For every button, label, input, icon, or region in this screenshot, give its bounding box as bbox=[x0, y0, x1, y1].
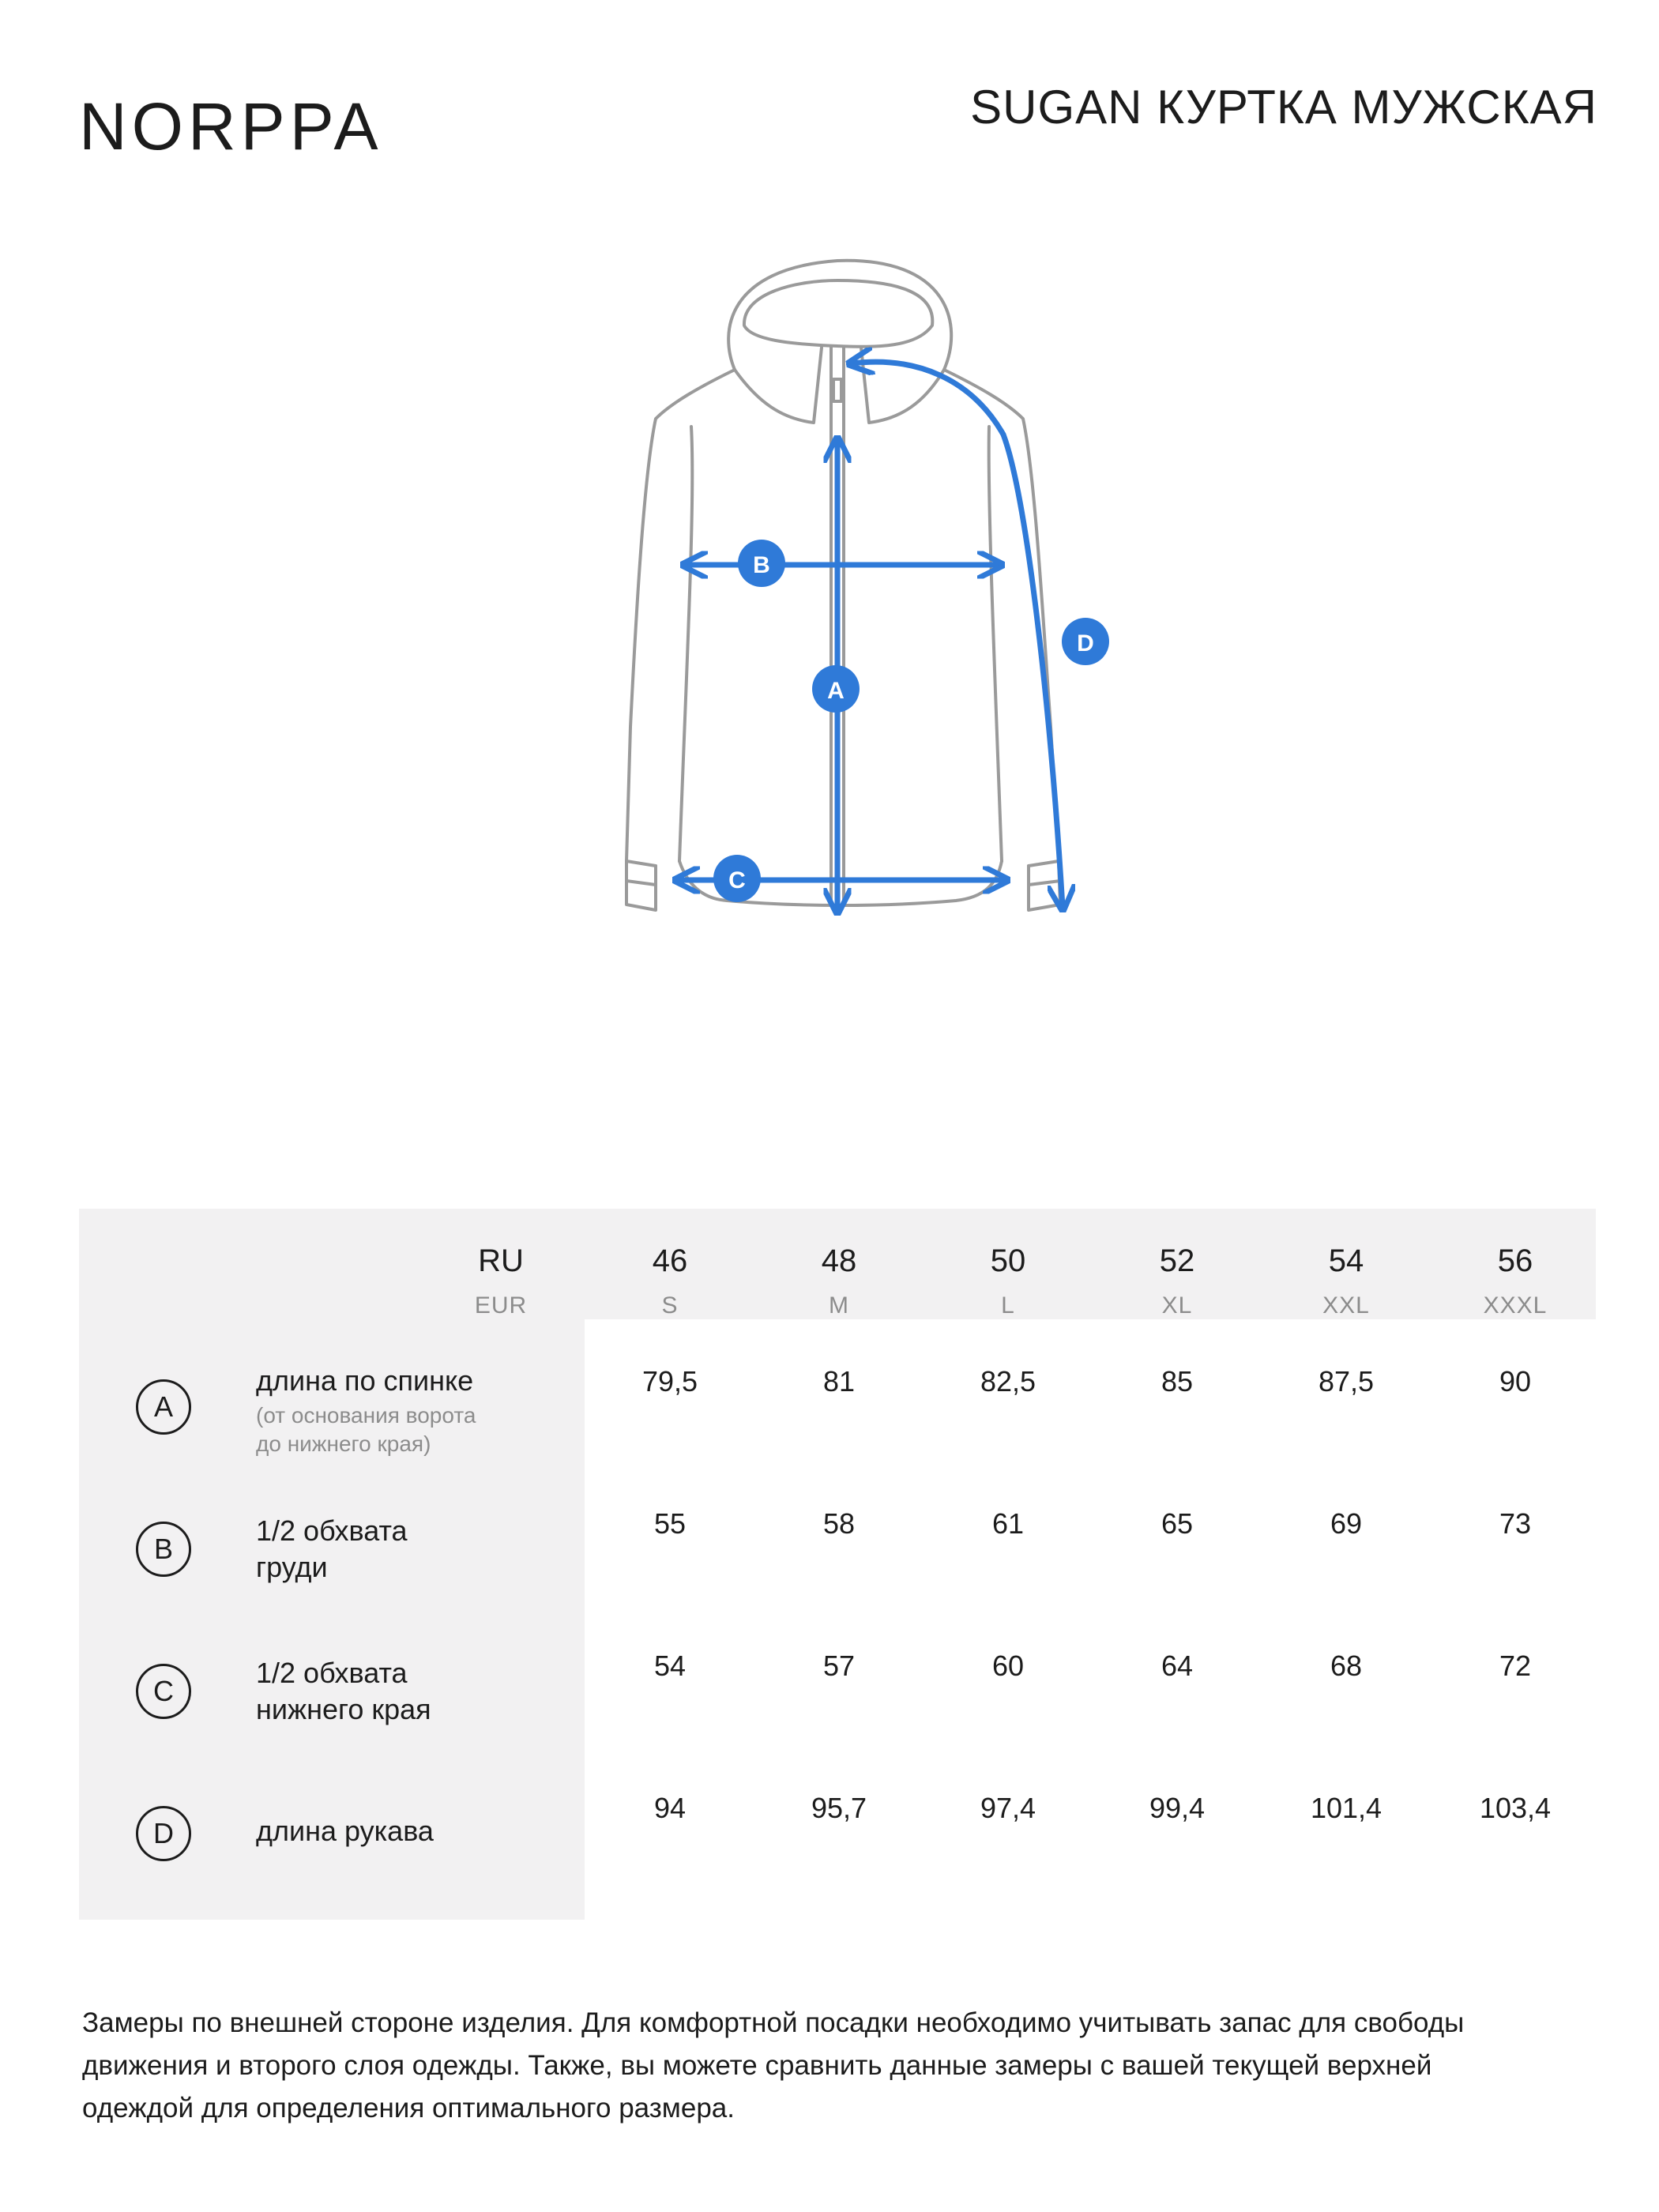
table-cell: 64 bbox=[1161, 1650, 1194, 1682]
size-ru: 52 bbox=[1159, 1243, 1195, 1278]
row-label: 1/2 обхвата bbox=[256, 1514, 408, 1547]
table-cell: 82,5 bbox=[980, 1365, 1036, 1398]
size-ru: 56 bbox=[1497, 1243, 1533, 1278]
table-cell: 99,4 bbox=[1149, 1792, 1206, 1824]
row-label: 1/2 обхвата bbox=[256, 1657, 408, 1689]
note-line: движения и второго слоя одежды. Также, вы можете сравнить данные замеры с вашей текущей верхней bbox=[82, 2050, 1432, 2081]
table-cell: 58 bbox=[822, 1507, 856, 1540]
table-cell: 101,4 bbox=[1310, 1792, 1382, 1824]
brand-logo: NORPPA bbox=[79, 89, 383, 164]
jacket-diagram bbox=[545, 237, 1161, 948]
table-cell: 73 bbox=[1499, 1507, 1532, 1540]
size-eur: XXL bbox=[1322, 1292, 1370, 1319]
table-cell: 81 bbox=[822, 1365, 856, 1398]
measure-arrows-icon bbox=[678, 362, 1063, 910]
measure-d-line bbox=[852, 362, 1063, 907]
table-cell: 55 bbox=[653, 1507, 687, 1540]
table-cell: 85 bbox=[1161, 1365, 1194, 1398]
header-ru-label: RU bbox=[478, 1243, 524, 1278]
row-sublabel: (от основания ворота bbox=[256, 1403, 476, 1428]
table-cell: 90 bbox=[1499, 1365, 1532, 1398]
jacket-outline-icon bbox=[626, 261, 1060, 910]
table-cell: 54 bbox=[653, 1650, 687, 1682]
row-key-badge: A bbox=[136, 1379, 191, 1435]
size-eur: M bbox=[829, 1292, 849, 1319]
table-cell: 69 bbox=[1330, 1507, 1363, 1540]
table-cell: 57 bbox=[822, 1650, 856, 1682]
marker-a: A bbox=[827, 678, 845, 704]
table-cell: 94 bbox=[653, 1792, 687, 1824]
marker-b: B bbox=[753, 552, 770, 578]
table-cell: 72 bbox=[1499, 1650, 1532, 1682]
marker-d: D bbox=[1077, 630, 1094, 656]
size-ru: 54 bbox=[1328, 1243, 1364, 1278]
header-eur-label: EUR bbox=[474, 1292, 528, 1319]
table-cell: 95,7 bbox=[811, 1792, 867, 1824]
row-label: длина рукава bbox=[256, 1815, 434, 1847]
page-title: SUGAN КУРТКА МУЖСКАЯ bbox=[970, 81, 1597, 134]
table-row bbox=[79, 1493, 1596, 1635]
table-row bbox=[79, 1635, 1596, 1778]
marker-c: C bbox=[728, 867, 746, 893]
table-cell: 61 bbox=[991, 1507, 1025, 1540]
table-cell: 60 bbox=[991, 1650, 1025, 1682]
table-cell: 79,5 bbox=[641, 1365, 698, 1398]
row-key-badge: D bbox=[136, 1806, 191, 1861]
size-ru: 46 bbox=[652, 1243, 688, 1278]
note-line: Замеры по внешней стороне изделия. Для комфортной посадки необходимо учитывать запас для свободы bbox=[82, 2007, 1465, 2038]
size-eur: L bbox=[1001, 1292, 1015, 1319]
table-row bbox=[79, 1778, 1596, 1920]
table-row bbox=[79, 1351, 1596, 1493]
row-label: длина по спинке bbox=[256, 1364, 474, 1397]
table-cell: 65 bbox=[1161, 1507, 1194, 1540]
size-eur: S bbox=[661, 1292, 679, 1319]
size-table bbox=[79, 1209, 1596, 1920]
row-label: нижнего края bbox=[256, 1693, 431, 1725]
note-line: одеждой для определения оптимального размера. bbox=[82, 2093, 735, 2124]
row-label: груди bbox=[256, 1551, 328, 1583]
table-cell: 97,4 bbox=[980, 1792, 1036, 1824]
size-eur: XL bbox=[1161, 1292, 1193, 1319]
table-cell: 68 bbox=[1330, 1650, 1363, 1682]
table-cell: 103,4 bbox=[1479, 1792, 1552, 1824]
row-sublabel: до нижнего края) bbox=[256, 1431, 431, 1456]
table-cell: 87,5 bbox=[1318, 1365, 1375, 1398]
row-key-badge: C bbox=[136, 1664, 191, 1719]
row-key-badge: B bbox=[136, 1522, 191, 1577]
size-ru: 48 bbox=[821, 1243, 857, 1278]
measurement-note bbox=[82, 2002, 1583, 2130]
size-ru: 50 bbox=[990, 1243, 1026, 1278]
size-eur: XXXL bbox=[1483, 1292, 1548, 1319]
